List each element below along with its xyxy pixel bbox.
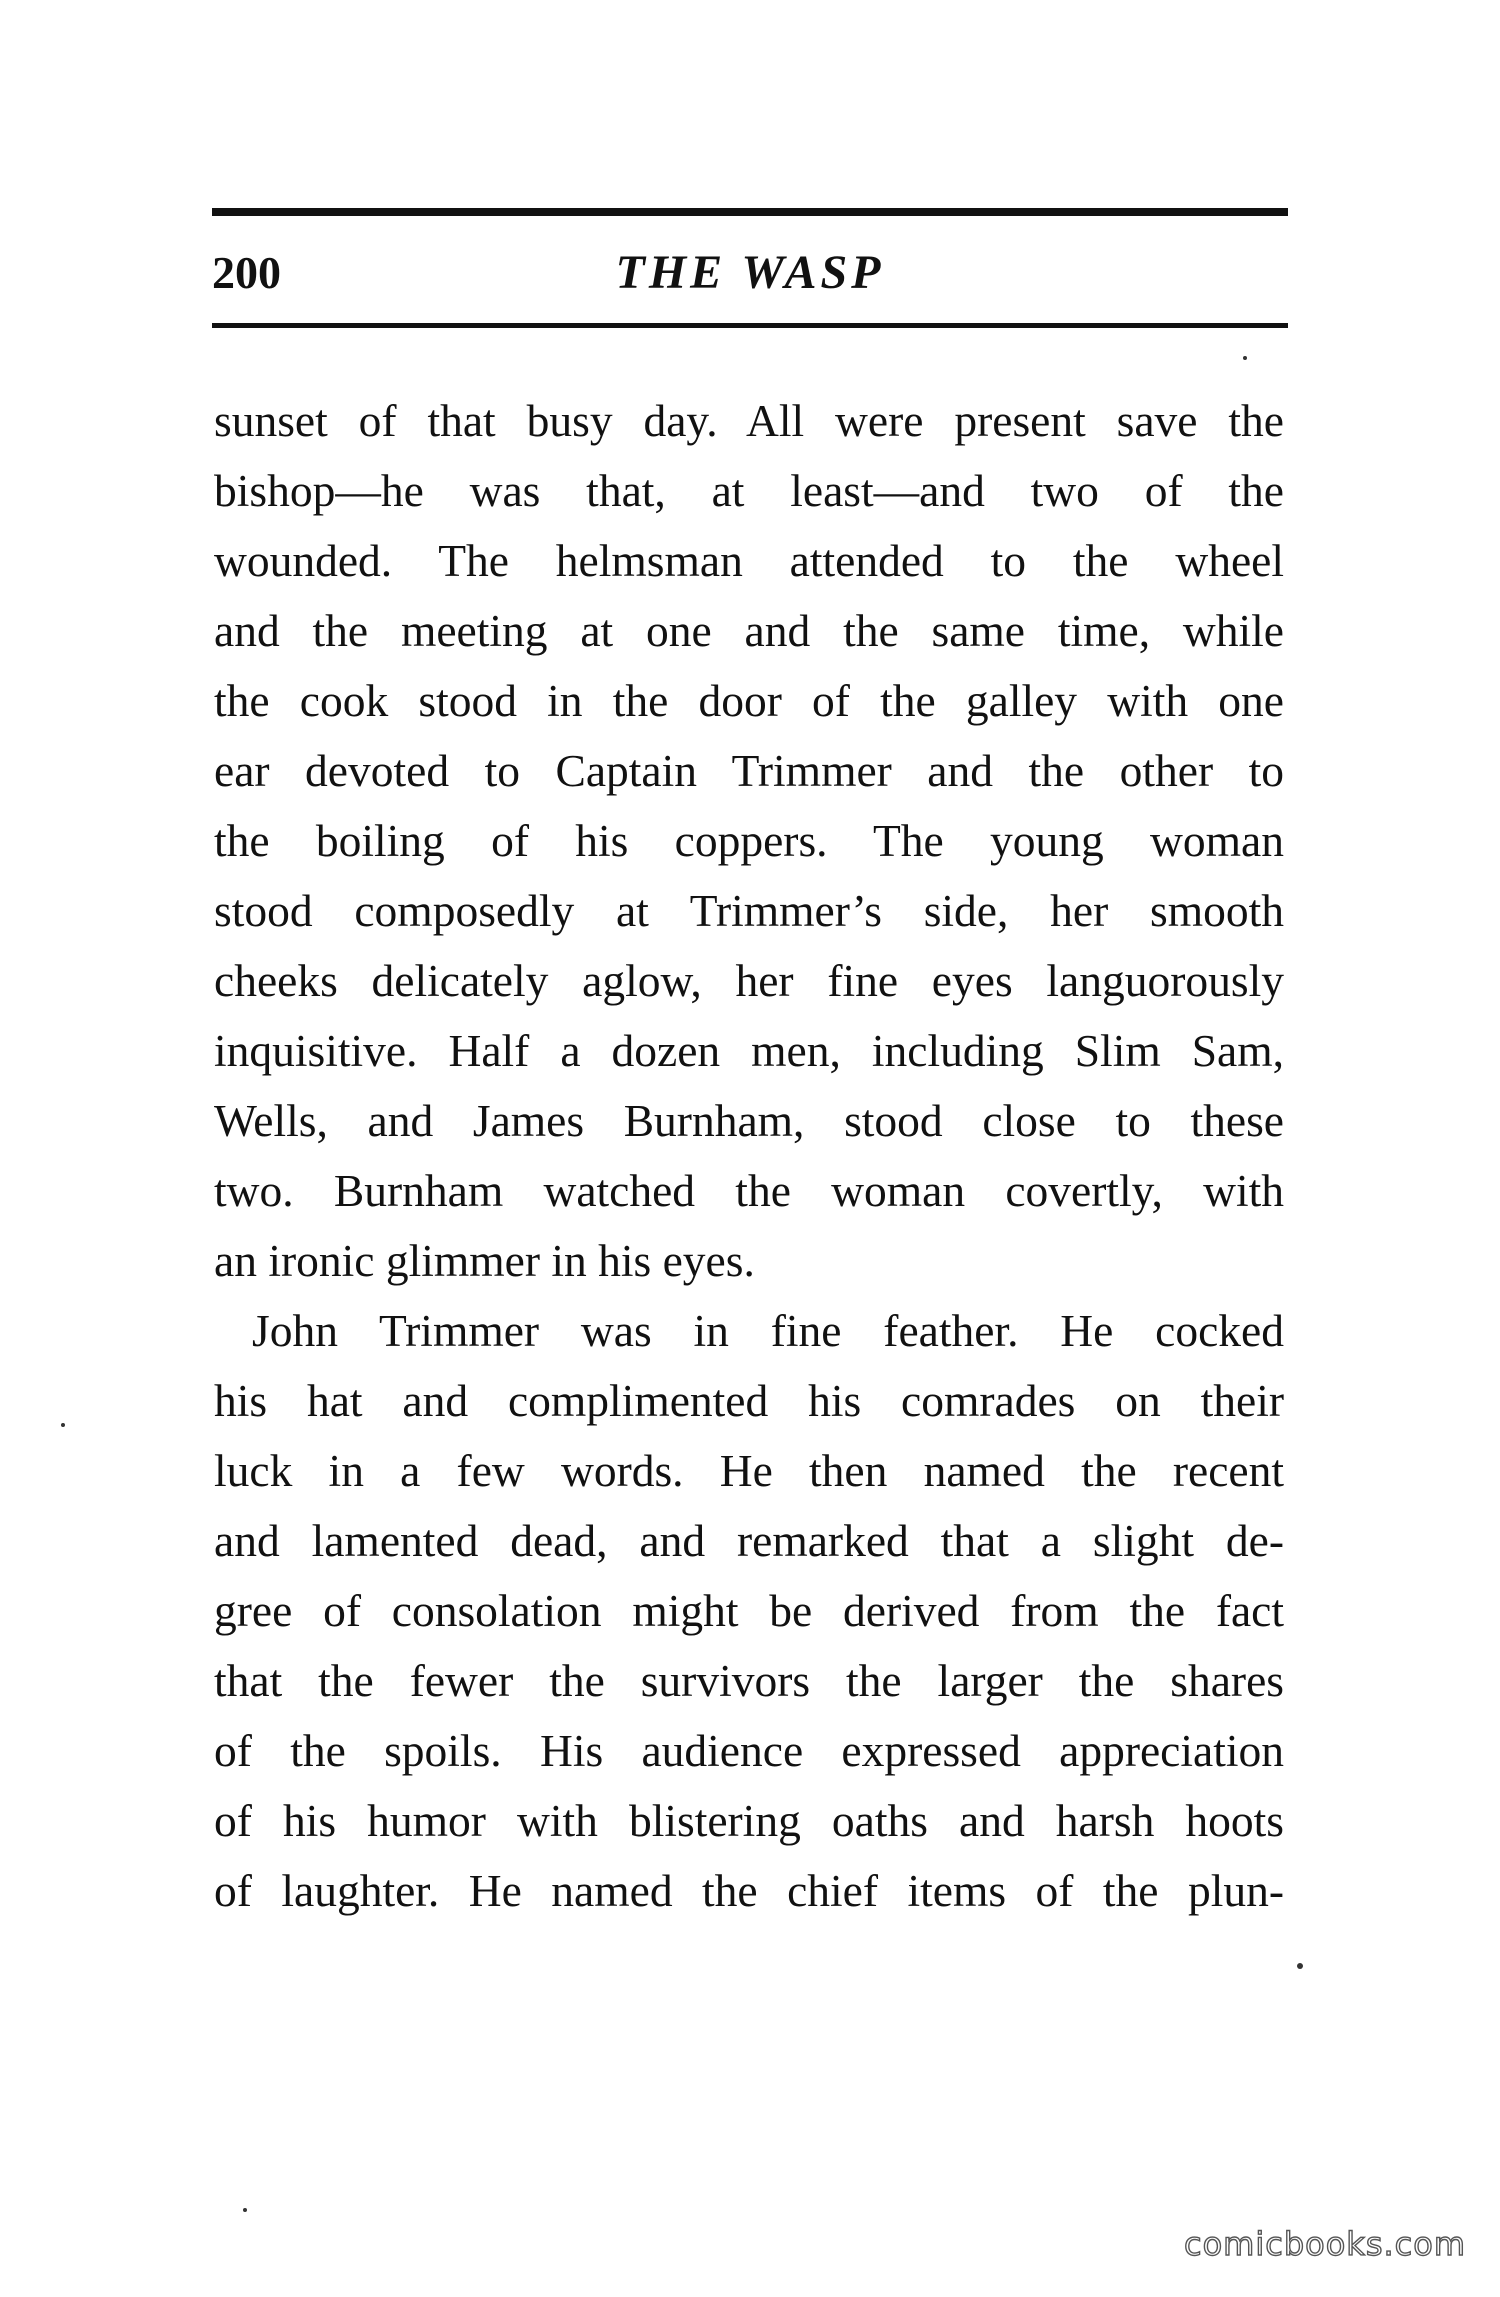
- text-line: luck in a few words. He then named the recent: [214, 1445, 1284, 1496]
- text-line: two. Burnham watched the woman covertly, with: [214, 1165, 1284, 1216]
- text-line: Wells, and James Burnham, stood close to these: [214, 1095, 1284, 1146]
- book-title: THE WASP: [615, 246, 885, 299]
- paragraph: [214, 386, 1284, 1296]
- running-head: [212, 238, 1288, 308]
- text-line: ear devoted to Captain Trimmer and the other to: [214, 745, 1284, 796]
- text-line: bishop—he was that, at least—and two of the: [214, 465, 1284, 516]
- page-number: 200: [212, 247, 281, 298]
- body-text: [214, 386, 1284, 1926]
- scan-speck: [61, 1423, 65, 1427]
- text-line: the cook stood in the door of the galley with one: [214, 675, 1284, 726]
- scan-speck: [1297, 1963, 1303, 1969]
- text-line: the boiling of his coppers. The young woman: [214, 815, 1284, 866]
- text-line: stood composedly at Trimmer’s side, her smooth: [214, 885, 1284, 936]
- text-line: of his humor with blistering oaths and harsh hoots: [214, 1795, 1284, 1846]
- text-line: gree of consolation might be derived from the fact: [214, 1585, 1284, 1636]
- text-line: sunset of that busy day. All were present save the: [214, 395, 1284, 446]
- text-line: of laughter. He named the chief items of the plun-: [214, 1865, 1284, 1916]
- watermark-text: comicbooks.com: [1183, 2225, 1466, 2263]
- text-line: his hat and complimented his comrades on their: [214, 1375, 1284, 1426]
- text-line: an ironic glimmer in his eyes.: [214, 1235, 755, 1286]
- text-line: and lamented dead, and remarked that a slight de-: [214, 1515, 1284, 1566]
- text-line: that the fewer the survivors the larger the shares: [214, 1655, 1284, 1706]
- scan-speck: [243, 2208, 247, 2212]
- text-line: and the meeting at one and the same time, while: [214, 605, 1284, 656]
- paragraph: [214, 1296, 1284, 1926]
- scan-speck: [1243, 356, 1247, 360]
- text-line: John Trimmer was in fine feather. He cocked: [252, 1305, 1284, 1356]
- header-bottom-rule: [212, 323, 1288, 328]
- header-top-rule: [212, 208, 1288, 216]
- text-line: wounded. The helmsman attended to the wheel: [214, 535, 1284, 586]
- text-line: cheeks delicately aglow, her fine eyes languorously: [214, 955, 1284, 1006]
- text-line: inquisitive. Half a dozen men, including Slim Sam,: [214, 1025, 1284, 1076]
- text-line: of the spoils. His audience expressed appreciation: [214, 1725, 1284, 1776]
